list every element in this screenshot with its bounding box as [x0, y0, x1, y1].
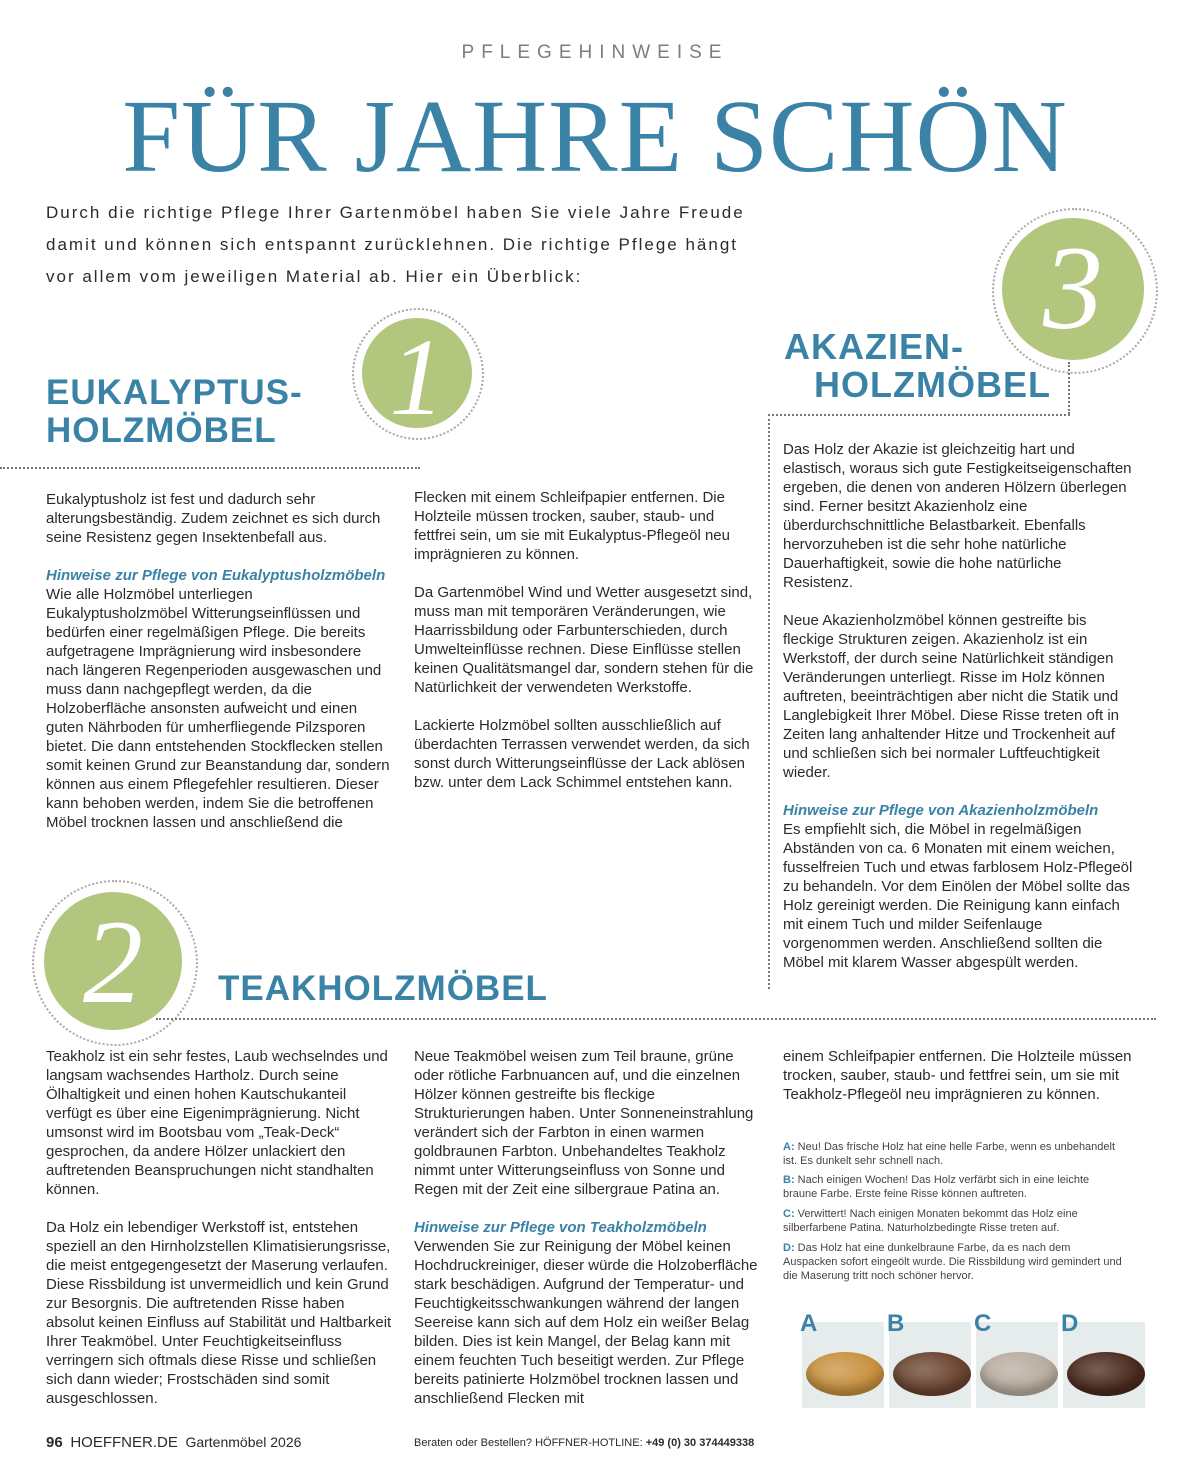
section2-care-heading: Hinweise zur Pflege von Teakholzmöbeln [414, 1219, 707, 1236]
section3-number: 3 [1043, 221, 1103, 354]
wood-sample-d [1067, 1352, 1145, 1396]
photo-label-a: A [800, 1310, 818, 1337]
legend-text: Das Holz hat eine dunkelbraune Farbe, da es nach dem Auspacken sofort eingeölt wurde. Die Rissbildung wird gemindert und die Maserung tritt noch schöner hervor. [783, 1242, 1122, 1282]
section3-title-line2: HOLZMÖBEL [814, 364, 1051, 405]
legend-key: A: [783, 1141, 795, 1153]
section1-title-line1: EUKALYPTUS- [46, 373, 303, 412]
section2-col2-p1: Neue Teakmöbel weisen zum Teil braune, grüne oder rötliche Farbnuancen auf, und die einzelnen Hölzer können gestreifte bis fleckige Strukturierungen haben. Unter Sonneneinstrahlung verändert sich der Farbton in einen warmen goldbraunen Farbton. Unbehandeltes Teakholz nimmt unter Witterungseinfluss von Sonne und Regen mit der Zeit eine silbergraue Patina an. [414, 1048, 754, 1198]
kicker: PFLEGEHINWEISE [461, 42, 729, 63]
number-circle-2 [44, 892, 182, 1030]
number-circle-1 [362, 316, 472, 438]
section3-p1: Das Holz der Akazie ist gleichzeitig hart und elastisch, woraus sich gute Festigkeitseigenschaften ergeben, die denen von anderen Hölzern überlegen sind. Ferner besitzt Akazienholz eine überdurchschnittliche Belastbarkeit. Ebenfalls hervorzuheben ist die sehr hohe natürliche Dauerhaftigkeit, sowie die hohe natürliche Resistenz. [783, 441, 1132, 591]
legend-key: C: [783, 1208, 795, 1220]
legend-item-a [783, 1140, 1123, 1168]
footer-hotline [414, 1437, 754, 1449]
section3-care-heading: Hinweise zur Pflege von Akazienholzmöbeln [783, 802, 1099, 819]
section1-col2-p2: Da Gartenmöbel Wind und Wetter ausgesetzt sind, muss man mit temporären Veränderungen, wie Haarrissbildung oder Farbunterschieden, durch Umwelteinflüsse rechnen. Diese Einflüsse stellen keinen Qualitätsmangel dar, sondern stehen für die Natürlichkeit der verwendeten Werkstoffe. [414, 584, 754, 696]
page-number: 96 [46, 1434, 63, 1451]
section2-number: 2 [83, 895, 143, 1028]
divider-dotted [0, 467, 420, 469]
section1-care-heading: Hinweise zur Pflege von Eukalyptusholzmöbeln [46, 567, 386, 584]
section3-text [783, 440, 1135, 972]
section1-col2-p3: Lackierte Holzmöbel sollten ausschließlich auf überdachten Terrassen verwendet werden, da sich sonst durch Witterungseinflüsse der Lack ablösen bzw. unter dem Lack Schimmel entstehen kann. [414, 717, 750, 791]
section2-care-text: Verwenden Sie zur Reinigung der Möbel keinen Hochdruckreiniger, dieser würde die Holzoberfläche stark beschädigen. Aufgrund der Temperatur- und Feuchtigkeitsschwankungen während der langen Seereise kann sich auf dem Holz ein weißer Belag bilden. Dies ist kein Mangel, der Belag kann mit einem feuchten Tuch beseitigt werden. Zur Pflege bereits patinierte Holzmöbel trocknen lassen und anschließend Flecken mit [414, 1238, 758, 1407]
divider-dotted-vertical [1068, 362, 1070, 414]
section1-title-line2: HOLZMÖBEL [46, 411, 277, 450]
legend-text: Neu! Das frische Holz hat eine helle Farbe, wenn es unbehandelt ist. Es dunkelt sehr schnell nach. [783, 1141, 1116, 1167]
section2-title: TEAKHOLZMÖBEL [218, 969, 548, 1008]
divider-dotted-vertical [768, 414, 770, 989]
legend-text: Verwittert! Nach einigen Monaten bekommt das Holz eine silberfarbene Patina. Naturholzbedingte Risse treten auf. [783, 1208, 1078, 1234]
section3-p2: Neue Akazienholzmöbel können gestreifte bis fleckige Strukturen zeigen. Akazienholz ist ein Werkstoff, der durch seine Natürlichkeit ständigen Veränderungen unterliegt. Risse im Holz können auftreten, beeinträchtigen aber nicht die Statik und Langlebigkeit Ihrer Möbel. Diese Risse treten oft in Zeiten lang anhaltender Hitze und Trockenheit auf und schließen sich bei normaler Luftfeuchtigkeit wieder. [783, 612, 1120, 781]
wood-sample-c [980, 1352, 1058, 1396]
section2-col3 [783, 1047, 1133, 1123]
photo-label-b: B [887, 1310, 905, 1337]
section1-intro: Eukalyptusholz ist fest und dadurch sehr alterungsbeständig. Zudem zeichnet es sich durch seine Resistenz gegen Insektenbefall aus. [46, 491, 381, 546]
photo-label-c: C [974, 1310, 992, 1337]
section1-title [46, 374, 376, 450]
wood-sample-a [806, 1352, 884, 1396]
divider-dotted [156, 1018, 1156, 1020]
section2-col3-p1: einem Schleifpapier entfernen. Die Holzteile müssen trocken, sauber, staub- und fettfrei sein, um sie mit Teakholz-Pflegeöl neu imprägnieren zu können. [783, 1048, 1132, 1103]
legend-item-b [783, 1173, 1123, 1201]
photo-label-d: D [1061, 1310, 1079, 1337]
section1-col1 [46, 490, 392, 832]
legend-key: D: [783, 1242, 795, 1254]
intro-text: Durch die richtige Pflege Ihrer Gartenmöbel haben Sie viele Jahre Freude damit und können sich entspannt zurücklehnen. Die richtige Pflege hängt vor allem vom jeweiligen Material ab. Hier ein Überblick: [46, 203, 745, 286]
section2-col1-p2: Da Holz ein lebendiger Werkstoff ist, entstehen speziell an den Hirnholzstellen Klimatisierungsrisse, die meist entgegengesetzt der Maserung verlaufen. Diese Rissbildung ist unvermeidlich und kein Grund zur Besorgnis. Die auftretenden Risse haben absolut keinen Einfluss auf Stabilität und Haltbarkeit Ihrer Teakmöbel. Unter Feuchtigkeitseinfluss verringern sich oftmals diese Risse und schließen sich dann wieder; Frostschäden sind somit ausgeschlossen. [46, 1219, 392, 1407]
section1-col2 [414, 488, 754, 811]
section3-title-line1: AKAZIEN- [784, 326, 964, 367]
legend-text: Nach einigen Wochen! Das Holz verfärbt sich in eine leichte braune Farbe. Erste feine Risse können auftreten. [783, 1174, 1090, 1200]
divider-dotted [768, 414, 1070, 416]
section2-col1-p1: Teakholz ist ein sehr festes, Laub wechselndes und langsam wachsendes Hartholz. Durch seine Ölhaltigkeit und einen hohen Kautschukanteil verfügt es über eine Eigenimprägnierung. Nicht umsonst wird im Bootsbau vom „Teak-Deck“ gesprochen, da andere Hölzer unlackiert den auftretenden Beanspruchungen nicht standhalten können. [46, 1048, 388, 1198]
legend-key: B: [783, 1174, 795, 1186]
page-title: FÜR JAHRE SCHÖN [122, 79, 1068, 194]
section2-col2 [414, 1047, 759, 1408]
legend-item-d [783, 1241, 1123, 1283]
hotline-number: +49 (0) 30 374449338 [645, 1437, 755, 1449]
hotline-label: Beraten oder Bestellen? HÖFFNER-HOTLINE: [414, 1437, 643, 1449]
section1-number: 1 [389, 316, 445, 438]
footer-left [46, 1434, 301, 1451]
legend-item-c [783, 1207, 1123, 1235]
footer-catalog: Gartenmöbel 2026 [185, 1434, 302, 1450]
section1-col2-p1: Flecken mit einem Schleifpapier entfernen. Die Holzteile müssen trocken, sauber, staub- und fettfrei sein, um sie mit Eukalyptus-Pflegeöl neu imprägnieren zu können. [414, 489, 730, 563]
section3-title [784, 328, 1064, 404]
section3-care-text: Es empfiehlt sich, die Möbel in regelmäßigen Abständen von ca. 6 Monaten mit einem weichen, fusselfreien Tuch und etwas farblosem Holz-Pflegeöl zu behandeln. Vor dem Einölen der Möbel sollte das Holz gereinigt werden. Die Reinigung kann einfach mit einem Tuch und milder Seifenlauge vorgenommen werden. Anschließend sollten die Möbel mit klarem Wasser abgespült werden. [783, 821, 1133, 971]
wood-sample-b [893, 1352, 971, 1396]
section2-col1 [46, 1047, 396, 1427]
footer-site: HOEFFNER.DE [70, 1434, 178, 1451]
section1-care-text: Wie alle Holzmöbel unterliegen Eukalyptusholzmöbel Witterungseinflüssen und bedürfen einer regelmäßigen Pflege. Die bereits aufgetragene Imprägnierung wird insbesondere nach längeren Regenperioden ausgewaschen und muss dann nachgepflegt werden, da die Holzoberfläche ansonsten aufweicht und einen guten Nährboden für umherfliegende Pilzsporen bietet. Die dann entstehenden Stockflecken stellen somit keinen Grund zur Beanstandung dar, sondern können aus einem Pflegefehler resultieren. Dieser kann behoben werden, indem Sie die betroffenen Möbel trocknen lassen und anschließend die [46, 586, 390, 831]
